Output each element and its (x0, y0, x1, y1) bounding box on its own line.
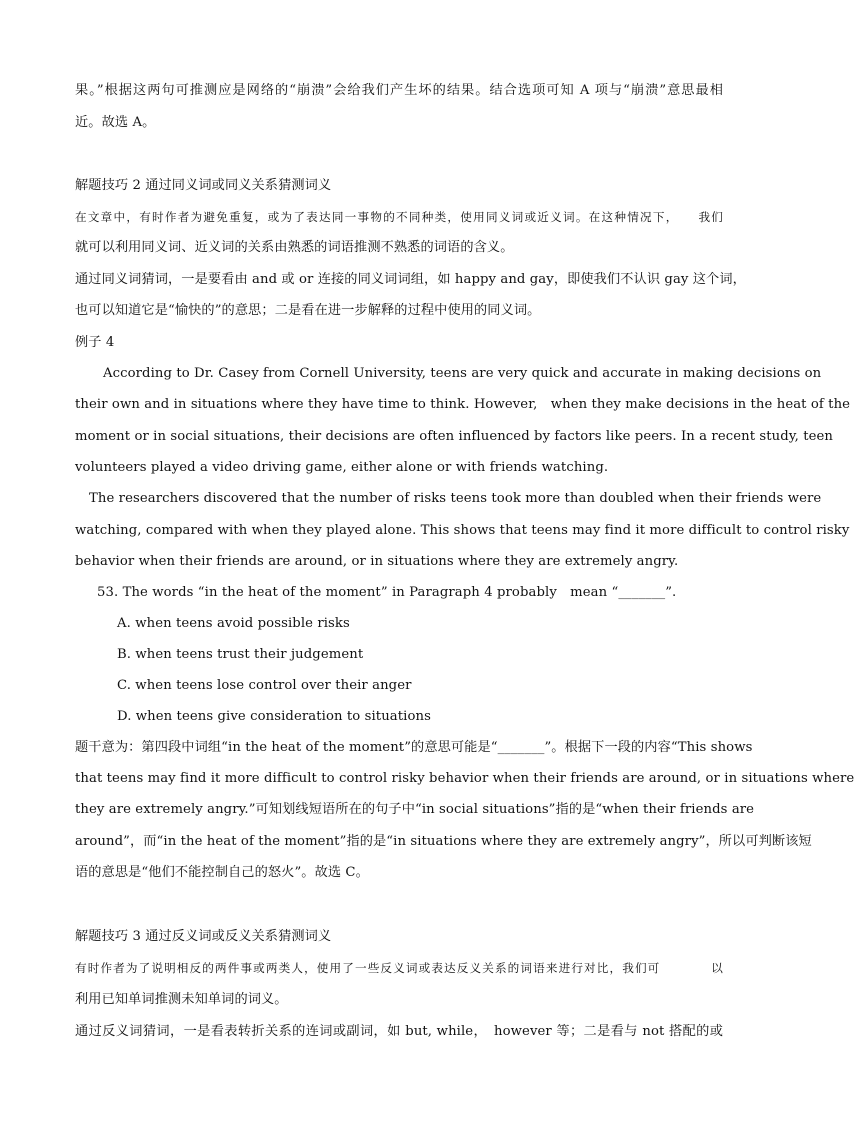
option-c: C. when teens lose control over their anger (117, 678, 412, 693)
explanation-line: that teens may find it more difficult to control risky behavior when their friends are around, or in situations where (75, 771, 854, 786)
text-line: 利用已知单词推测未知单词的词义。 (75, 992, 288, 1007)
text-line: 也可以知道它是“愉快的”的意思；二是看在进一步解释的过程中使用的同义词。 (75, 303, 541, 318)
option-b: B. when teens trust their judgement (117, 647, 364, 662)
explanation-line: 语的意思是“他们不能控制自己的怒火”。故选 C。 (75, 865, 369, 880)
passage-line: According to Dr. Casey from Cornell University, teens are very quick and accurate in making decisions on (103, 366, 822, 381)
text-line: 近。故选 A。 (75, 115, 156, 130)
text-line: 通过同义词猜词，一是要看由 and 或 or 连接的同义词词组，如 happy and gay，即使我们不认识 gay 这个词， (75, 272, 746, 287)
text-line: 就可以利用同义词、近义词的关系由熟悉的词语推测不熟悉的词语的含义。 (75, 240, 514, 255)
passage-line: The researchers discovered that the number of risks teens took more than doubled when their friends were (89, 491, 822, 506)
option-d: D. when teens give consideration to situations (117, 709, 431, 724)
question-stem: 53. The words “in the heat of the moment” in Paragraph 4 probably mean “_______”. (97, 585, 677, 600)
passage-line: volunteers played a video driving game, either alone or with friends watching. (75, 460, 609, 475)
explanation-line: around”，而“in the heat of the moment”指的是“in situations where they are extremely angry”，所以可判断该短 (75, 834, 812, 849)
text-line: 果。”根据这两句可推测应是网络的“崩溃”会给我们产生坏的结果。结合选项可知 A 项与“崩溃”意思最相 (75, 83, 723, 98)
passage-line: moment or in social situations, their decisions are often influenced by factors like peers. In a recent study, teen (75, 429, 833, 444)
explanation-line: 题干意为：第四段中词组“in the heat of the moment”的意思可能是“_______”。根据下一段的内容“This shows (75, 740, 753, 755)
text-line: 在文章中，有时作者为避免重复，或为了表达同一事物的不同种类，使用同义词或近义词。在这种情况下， 我们 (75, 210, 723, 224)
section-heading: 解题技巧 2 通过同义词或同义关系猜测词义 (75, 178, 332, 193)
option-a: A. when teens avoid possible risks (117, 616, 350, 631)
section-heading: 解题技巧 3 通过反义词或反义关系猜测词义 (75, 929, 332, 944)
explanation-line: they are extremely angry.”可知划线短语所在的句子中“in social situations”指的是“when their friends are (75, 802, 755, 817)
passage-line: their own and in situations where they have time to think. However, when they make decisions in the heat of the (75, 397, 851, 412)
example-label: 例子 4 (75, 335, 115, 350)
text-line: 通过反义词猜词，一是看表转折关系的连词或副词，如 but, while， however 等；二是看与 not 搭配的或 (75, 1024, 723, 1039)
text-line: 有时作者为了说明相反的两件事或两类人，使用了一些反义词或表达反义关系的词语来进行对比，我们可 以 (75, 961, 723, 975)
passage-line: behavior when their friends are around, or in situations where they are extremely angry. (75, 554, 679, 569)
passage-line: watching, compared with when they played alone. This shows that teens may find it more difficult to control risky (75, 523, 850, 538)
